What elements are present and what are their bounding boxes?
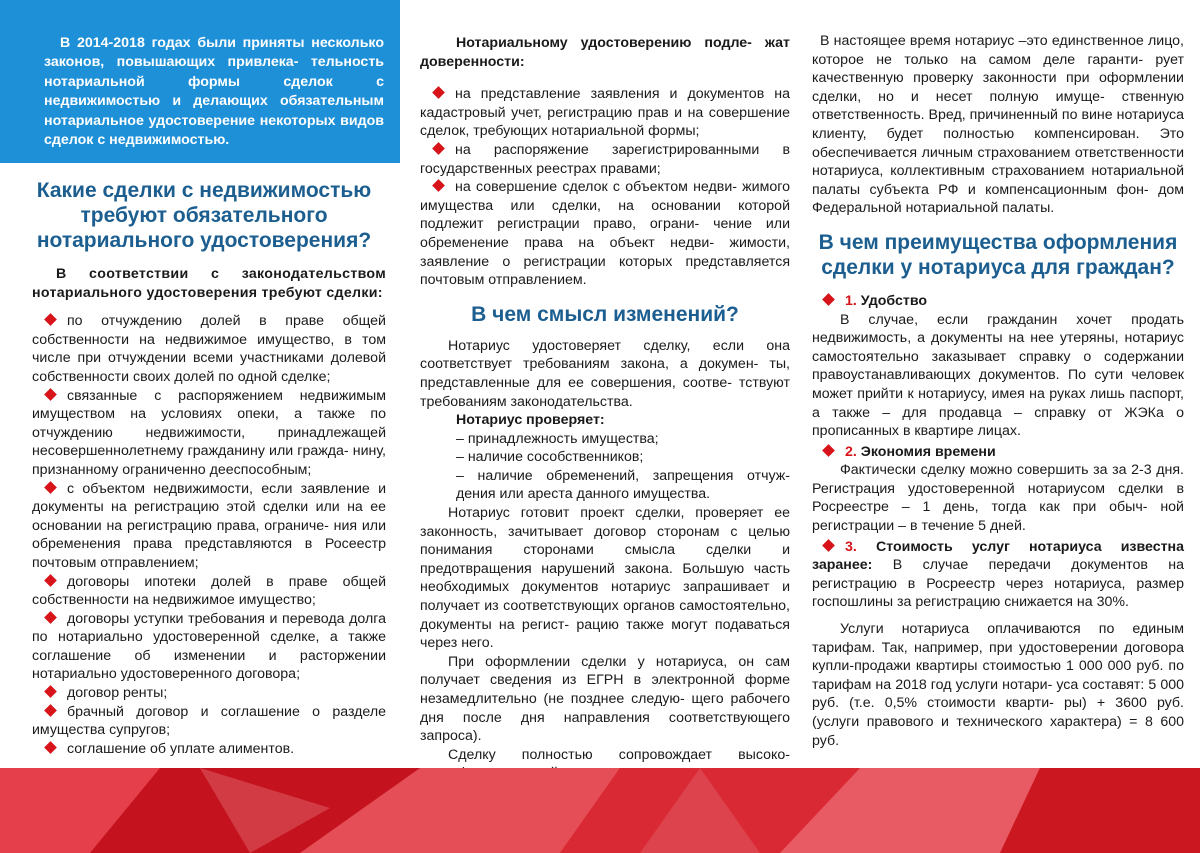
column-left (0, 0, 400, 758)
benefit-text-1: В случае, если гражданин хочет продать недвижимость, а документы на нее утеряны, нотариус самостоятельно заказывает справку о содержании правоустанавливающих документов. По сути человек может прийти к нотариусу, имея на руках лишь паспорт, а также – для продавца – справку от ЖЭКа о прописанных в квартире лицах. (812, 311, 1184, 440)
red-diamond-icon (44, 388, 57, 401)
list-item: договор ренты; (32, 684, 386, 703)
list-item: на совершение сделок с объектом недви- жимого имущества или сделки, на основании которой подлежит регистрации право, ограни- чение или обременение права на объект недви- жимости, заявление о регистрации которых представляется почтовым отправлением. (420, 179, 790, 289)
list-item: договоры уступки требования и перевода долга по нотариально удостоверенной сделке, а также соглашение об изменении и расторжении нотариально удостоверенного договора; (32, 610, 386, 683)
red-diamond-icon (432, 142, 445, 155)
meaning-p3: При оформлении сделки у нотариуса, он сам получает сведения из ЕГРН в электронной форме незамедлительно (не позднее следую- щего рабочего дня после дня направления соответствующего запроса). (420, 653, 790, 745)
decorative-red-band (0, 768, 1200, 853)
check-item: – наличие обременений, запрещения отчуж- дения или ареста данного имущества. (456, 467, 790, 503)
red-diamond-icon (44, 611, 57, 624)
tariff-text: Услуги нотариуса оплачиваются по единым тарифам. Так, например, при удостоверении договора купли-продажи квартиры стоимостью 1 000 000 руб. по тарифам на 2018 год услуги нотари- уса составят: 5 000 руб. (т.е. 0,5% стоимости кварти- ры) + 3600 руб. (услуги правового и технического характера) = 8 600 руб. (812, 621, 1184, 749)
red-diamond-icon (432, 86, 445, 99)
red-diamond-icon (822, 293, 835, 306)
benefit-heading-2: 2. Экономия времени (812, 443, 1184, 462)
list-item: на распоряжение зарегистрированными в государственных реестрах правами; (420, 141, 790, 177)
checks-label: Нотариус проверяет: (456, 412, 605, 429)
red-diamond-icon (44, 481, 57, 494)
section-title-advantages: В чем преимущества оформления сделки у нотариуса для граждан? (818, 230, 1178, 279)
check-item: – наличие сособственников; (456, 449, 644, 466)
list-item: связанные с распоряжением недвижимым имуществом на условиях опеки, а также по отчуждению недвижимости, принадлежащей несовершеннолетнему гражданину или гражда- нину, признанному ограниченно дееспособным; (32, 387, 386, 478)
red-diamond-icon (822, 539, 835, 552)
list-item: договоры ипотеки долей в праве общей собственности на недвижимое имущество; (32, 573, 386, 609)
red-diamond-icon (432, 179, 445, 192)
intro-text: В 2014-2018 годах были приняты несколько законов, повышающих привлека- тельность нотариальной формы сделок с недвижимостью и делающих обязательным нотариальное удостоверение некоторых видов сделок с недвижимостью. (44, 35, 384, 149)
intro-box (0, 0, 400, 163)
list-item: на представление заявления и документов на кадастровый учет, регистрацию прав и на совершение сделок, требующих нотариальной формы; (420, 86, 790, 140)
list-item: с объектом недвижимости, если заявление и документы на регистрацию этой сделки или на ее основании на регистрацию права, ограниче- ния или обременения права представляются в Росеестр почтовым отправлением; (32, 480, 386, 571)
red-diamond-icon (44, 574, 57, 587)
meaning-p2: Нотариус готовит проект сделки, проверяет ее законность, зачитывает договор сторонам с целью понимания сторонами смысла сделки и предотвращения нарушений закона. Большую часть необходимых документов нотариус запрашивает и получает из соответствующих органов самостоятельно, документы на регист- рацию также могут подаваться через него. (420, 505, 790, 652)
meaning-p1: Нотариус удостоверяет сделку, если она соответствует требованиям закона, а докумен- ты, представленные для ее совершения, соотве- тствуют требованиям законодательства. (420, 337, 790, 410)
list-item: соглашение об уплате алиментов. (32, 740, 386, 759)
deals-list-body (0, 265, 400, 758)
red-diamond-icon (44, 685, 57, 698)
list-item: брачный договор и соглашение о разделе имущества супругов; (32, 703, 386, 739)
red-diamond-icon (822, 444, 835, 457)
column-right (812, 0, 1184, 750)
deals-lead: В соответствии с законодательством нотариального удостоверения требуют сделки: (32, 266, 386, 301)
red-diamond-icon (44, 704, 57, 717)
poa-lead: Нотариальному удостоверению подле- жат доверенности: (420, 35, 790, 70)
meaning-p4: Сделку полностью сопровождает высоко- (448, 746, 790, 763)
benefit-text-2: Фактически сделку можно совершить за за 2-3 дня. Регистрация удостоверенной нотариусом сделки в Росреестре – 1 день, тогда как при обыч- ной регистрации – в течение 5 дней. (812, 462, 1184, 535)
column-middle (420, 0, 790, 783)
poa-list (420, 85, 790, 290)
red-diamond-icon (44, 741, 57, 754)
section-title-meaning: В чем смысл изменений? (471, 302, 739, 326)
liability-text: В настоящее время нотариус –это единственное лицо, которое не только на самом деле гаранти- рует качественную проверку законности при оформлении сделки, но и несет полную имуще- ственную ответственность. Вред, причиненный по вине нотариуса клиенту, будет полностью компенсирован. Это обеспечивается личным страхованием ответственности нотариуса, коллективным страхованием нотариальной палаты субъекта РФ и компенсационным фон- дом Федеральной нотариальной палаты. (812, 33, 1184, 217)
benefit-heading-1: 1. Удобство (812, 292, 1184, 311)
red-diamond-icon (44, 313, 57, 326)
section-title-deals: Какие сделки с недвижимостью требуют обязательного нотариального удостоверения? (36, 179, 372, 252)
list-item: по отчуждению долей в праве общей собственности на недвижимое имущество, в том числе при отчуждении всеми участниками долевой собственности своих долей по одной сделке; (32, 313, 386, 385)
benefit-block-3: 3. Стоимость услуг нотариуса известна заранее: В случае передачи документов на регистрацию в Росреестр через нотариуса, размер госпошлины за регистрацию снижается на 30%. (812, 538, 1185, 611)
check-item: – принадлежность имущества; (456, 430, 659, 447)
